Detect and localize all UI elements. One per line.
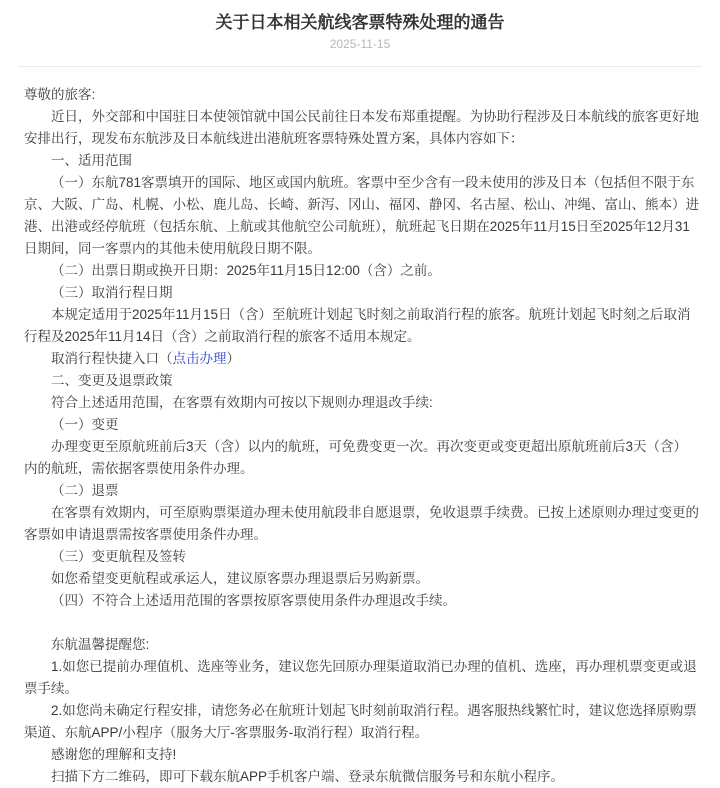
clause-2-1-title: （一）变更	[51, 417, 119, 432]
clause-2-4: （四）不符合上述适用范围的客票按原客票使用条件办理退改手续。	[51, 593, 456, 608]
clause-2-1-body: 办理变更至原航班前后3天（含）以内的航班，可免费变更一次。再次变更或变更超出原航班前后3天（含）内的航班，需依据客票使用条件办理。	[24, 439, 688, 476]
clause-2-2-title: （二）退票	[51, 483, 119, 498]
notice-header	[0, 0, 720, 51]
thanks-line: 感谢您的理解和支持!	[51, 747, 177, 762]
intro-paragraph: 近日，外交部和中国驻日本使领馆就中国公民前往日本发布郑重提醒。为协助行程涉及日本航线的旅客更好地安排出行，现发布东航涉及日本航线进出港航班客票特殊处置方案，具体内容如下：	[24, 109, 699, 146]
page-title: 关于日本相关航线客票特殊处理的通告	[215, 13, 505, 32]
clause-2-2-body: 在客票有效期内，可至原购票渠道办理未使用航段非自愿退票，免收退票手续费。已按上述原则办理过变更的客票如申请退票需按客票使用条件办理。	[24, 505, 699, 542]
clause-2-3-title: （三）变更航程及签转	[51, 549, 186, 564]
publish-date: 2025-11-15	[329, 37, 391, 51]
section-2-title: 二、变更及退票政策	[51, 373, 173, 388]
blank-line	[24, 612, 700, 634]
clause-1-3-body: 本规定适用于2025年11月15日（含）至航班计划起飞时刻之前取消行程的旅客。航班计划起飞时刻之后取消行程及2025年11月14日（含）之前取消行程的旅客不适用本规定。	[24, 307, 691, 344]
notice-body	[0, 67, 720, 788]
section-1-title: 一、适用范围	[51, 153, 132, 168]
clause-1-1: （一）东航781客票填开的国际、地区或国内航班。客票中至少含有一段未使用的涉及日本（包括但不限于东京、大阪、广岛、札幌、小松、鹿儿岛、长崎、新泻、冈山、福冈、静冈、名古屋、松山、冲绳、富山、熊本）进港、出港或经停航班（包括东航、上航或其他航空公司航班），航班起飞日期在2025年11月15日至2025年12月31日期间，同一客票内的其他未使用航段日期不限。	[24, 175, 699, 256]
clause-1-2: （二）出票日期或换开日期：2025年11月15日12:00（含）之前。	[51, 263, 441, 278]
clause-1-3-title: （三）取消行程日期	[51, 285, 173, 300]
cancel-entry-prefix: 取消行程快捷入口（	[51, 351, 173, 366]
cancel-itinerary-link[interactable]: 点击办理	[172, 351, 227, 366]
salutation: 尊敬的旅客:	[24, 87, 96, 102]
reminder-item-2: 2.如您尚未确定行程安排，请您务必在航班计划起飞时刻前取消行程。遇客服热线繁忙时，建议您选择原购票渠道、东航APP/小程序（服务大厅-客票服务-取消行程）取消行程。	[24, 703, 697, 740]
clause-2-3-body: 如您希望变更航程或承运人，建议原客票办理退票后另购新票。	[51, 571, 429, 586]
cancel-entry-suffix: ）	[226, 351, 240, 366]
cancel-entry-paragraph	[24, 348, 700, 370]
qrcode-note: 扫描下方二维码，即可下载东航APP手机客户端、登录东航微信服务号和东航小程序。	[51, 769, 565, 784]
reminder-item-1: 1.如您已提前办理值机、选座等业务，建议您先回原办理渠道取消已办理的值机、选座，再办理机票变更或退票手续。	[24, 659, 697, 696]
section-2-intro: 符合上述适用范围，在客票有效期内可按以下规则办理退改手续:	[51, 395, 433, 410]
reminder-title: 东航温馨提醒您:	[51, 637, 150, 652]
